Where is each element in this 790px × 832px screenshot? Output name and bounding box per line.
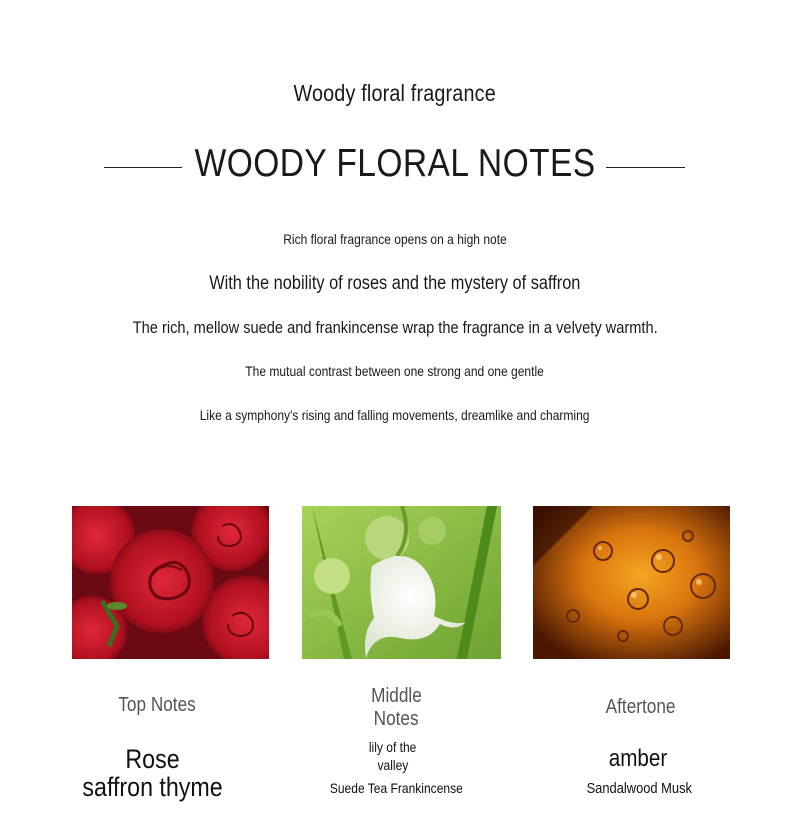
description-line	[0, 407, 790, 423]
middle-notes-title-line1: Middle	[370, 685, 422, 707]
top-notes-title-text: Top Notes	[118, 694, 196, 716]
aftertone-title-text: Aftertone	[606, 696, 676, 718]
middle-notes-title	[296, 685, 496, 731]
description-line-1: Rich floral fragrance opens on a high note	[283, 231, 507, 247]
lily-photo	[302, 506, 501, 659]
rose-photo	[72, 506, 269, 659]
top-notes-main	[53, 745, 253, 801]
middle-notes-title-line2: Notes	[373, 708, 419, 730]
middle-notes-suede: Suede Tea Frankincense	[329, 780, 463, 796]
description-line-4: The mutual contrast between one strong and one gentle	[245, 363, 545, 379]
middle-notes-lily-line2: valley	[377, 757, 409, 773]
amber-photo	[533, 506, 730, 659]
top-notes-rose: Rose	[125, 744, 181, 774]
middle-notes-main	[293, 738, 493, 774]
description-line-2: With the nobility of roses and the mystery of saffron	[209, 273, 581, 294]
description-line	[0, 273, 790, 295]
heading-text: WOODY FLORAL NOTES	[194, 142, 596, 185]
aftertone-amber: amber	[608, 745, 668, 772]
page-heading	[0, 142, 790, 186]
description-line	[0, 318, 790, 338]
heading-rule-right	[606, 167, 685, 168]
aftertone-title	[541, 696, 741, 719]
description-line-3: The rich, mellow suede and frankincense wrap the fragrance in a velvety warmth.	[132, 318, 658, 337]
middle-notes-lily-line1: lily of the	[369, 739, 417, 755]
aftertone-main	[538, 745, 738, 773]
description-line	[0, 231, 790, 247]
aftertone-sub	[539, 780, 739, 798]
description-line	[0, 363, 790, 379]
description-line-5: Like a symphony's rising and falling movements, dreamlike and charming	[200, 407, 590, 423]
page-subtitle	[0, 80, 790, 107]
subtitle-text: Woody floral fragrance	[293, 80, 497, 106]
top-notes-title	[57, 694, 257, 717]
top-notes-saffron-thyme: saffron thyme	[82, 772, 224, 802]
aftertone-sandalwood-musk: Sandalwood Musk	[586, 780, 692, 797]
middle-notes-sub	[296, 779, 496, 798]
